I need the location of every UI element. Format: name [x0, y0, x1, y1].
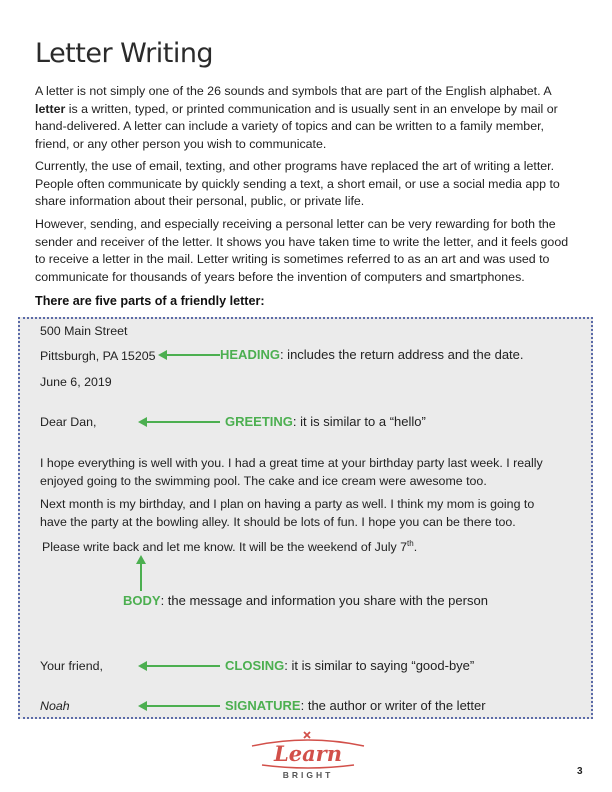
logo-subword: BRIGHT — [282, 770, 334, 780]
closing-arrow-icon — [138, 660, 222, 672]
body-label — [123, 593, 488, 608]
signature-arrow-icon — [138, 700, 222, 712]
intro-text-after: is a written, typed, or printed communication and is usually sent in an envelope by mail or hand-delivered. A letter can include a variety of topics and can be written to a family member, friend, or any other person you wish to communicate. — [35, 101, 558, 151]
body-arrow-icon — [135, 555, 147, 591]
logo-word: Learn — [273, 741, 343, 766]
intro-bold-term: letter — [35, 101, 66, 116]
logo-pencil-icon — [304, 732, 310, 738]
learn-bright-logo — [248, 730, 368, 780]
greeting-description: : it is similar to a “hello” — [292, 414, 426, 429]
letter-body-paragraph-1: I hope everything is well with you. I had a great time at your birthday party last week. I really enjoyed going to the swimming pool. The cake and ice cream were awesome too. — [40, 456, 543, 488]
letter-example-box — [18, 317, 593, 719]
email-paragraph: Currently, the use of email, texting, and other programs have replaced the art of writing a letter. People often communicate by quickly sending a text, a short email, or use a social media app to share information about their personal, public, or private life. — [35, 159, 560, 208]
heading-label — [220, 347, 524, 362]
body3-superscript: th — [407, 539, 414, 548]
letter-greeting: Dear Dan, — [40, 415, 97, 429]
five-parts-heading: There are five parts of a friendly letter: — [35, 294, 265, 308]
body3-period: . — [413, 540, 418, 555]
heading-description: : includes the return address and the date. — [279, 347, 524, 362]
closing-keyword: CLOSING — [225, 658, 285, 673]
letter-date: June 6, 2019 — [40, 375, 112, 389]
body-keyword: BODY — [123, 593, 161, 608]
letter-closing: Your friend, — [40, 659, 103, 673]
closing-description: : it is similar to saying “good-bye” — [284, 658, 475, 673]
heading-keyword: HEADING — [220, 347, 280, 362]
page-number: 3 — [577, 766, 583, 777]
heading-arrow-icon — [158, 349, 222, 361]
greeting-arrow-icon — [138, 416, 222, 428]
body3-text: Please write back and let me know. It will be the weekend of July 7 — [42, 540, 408, 555]
intro-text-before: A letter is not simply one of the 26 sounds and symbols that are part of the English alphabet. A — [35, 84, 551, 98]
closing-label — [225, 658, 474, 673]
page-title: Letter Writing — [35, 38, 214, 69]
letter-body-paragraph-3 — [42, 539, 417, 554]
letter-signature: Noah — [40, 699, 70, 713]
signature-label — [225, 698, 486, 713]
rewarding-paragraph: However, sending, and especially receiving a personal letter can be very rewarding for both the sender and receiver of the letter. It shows you have taken time to write the letter, and it feels good to receive a letter in the mail. Letter writing is sometimes referred to as an art and was used to communicate for thousands of years before the invention of computers and smartphones. — [35, 217, 569, 284]
letter-body-paragraph-2: Next month is my birthday, and I plan on having a party as well. I think my mom is going to have the party at the bowling alley. It should be lots of fun. I hope you can be there too. — [40, 497, 535, 529]
greeting-keyword: GREETING — [225, 414, 293, 429]
intro-paragraph — [35, 83, 577, 153]
address-line-2: Pittsburgh, PA 15205 — [40, 349, 156, 363]
body-description: : the message and information you share with the person — [160, 593, 488, 608]
signature-description: : the author or writer of the letter — [300, 698, 486, 713]
greeting-label — [225, 414, 426, 429]
signature-keyword: SIGNATURE — [225, 698, 301, 713]
address-line-1: 500 Main Street — [40, 324, 128, 338]
